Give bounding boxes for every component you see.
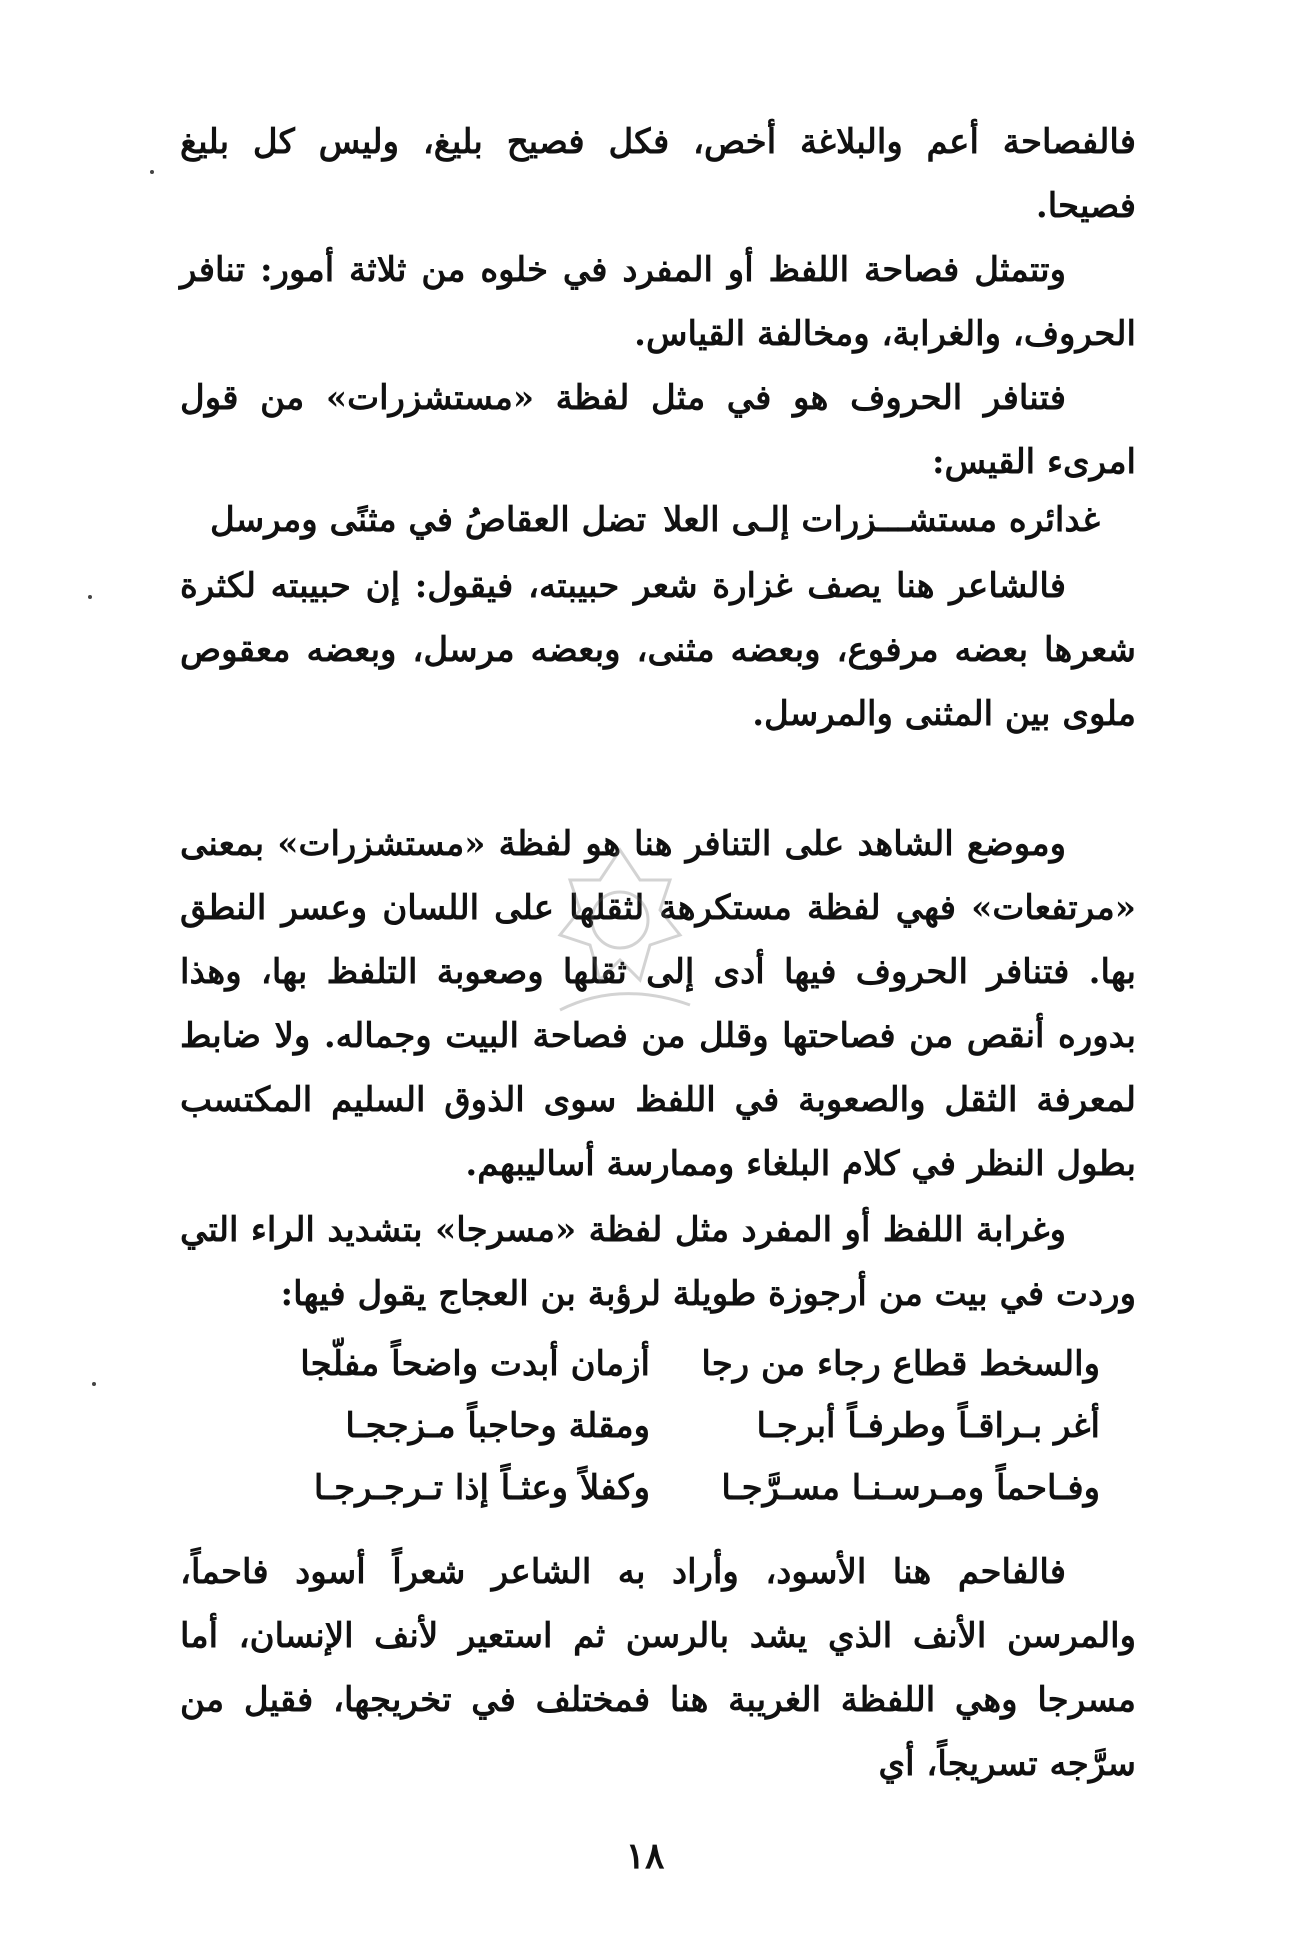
paragraph-6: وغرابة اللفظ أو المفرد مثل لفظة «مسرجا» بتشديد الراء التي وردت في بيت من أرجوزة طويلة لرؤبة بن العجاج يقول فيها:	[180, 1210, 1136, 1314]
verse-ruba-ibn-al-ajjaj	[230, 1333, 1100, 1519]
verse-line	[230, 1333, 1100, 1395]
paragraph-4: فالشاعر هنا يصف غزارة شعر حبيبته، فيقول: إن حبيبته لكثرة شعرها بعضه مرفوع، وبعضه مثنى، وبعضه مرسل، وبعضه معقوص ملوى بين المثنى والمرسل.	[180, 566, 1136, 734]
scan-speck	[92, 1382, 96, 1386]
scan-speck	[150, 170, 154, 174]
page-number: ١٨	[625, 1835, 665, 1877]
paragraph-3: فتنافر الحروف هو في مثل لفظة «مستشزرات» من قول امرىء القيس:	[180, 378, 1136, 482]
verse-imru-al-qays	[210, 490, 1100, 550]
verse-hemistich-left: أزمان أبدت واضحاً مفلّجا	[300, 1344, 650, 1384]
paragraph-2: وتتمثل فصاحة اللفظ أو المفرد في خلوه من ثلاثة أمور: تنافر الحروف، والغرابة، ومخالفة القياس.	[180, 250, 1136, 354]
paragraph-1: فالفصاحة أعم والبلاغة أخص، فكل فصيح بليغ، وليس كل بليغ فصيحا.	[180, 122, 1136, 226]
verse-line	[230, 1457, 1100, 1519]
verse-hemistich-second: تضل العقاصُ في مثنًى ومرسل	[210, 500, 647, 540]
library-stamp-watermark	[520, 840, 720, 1040]
verse-hemistich-right: أغر بـراقـاً وطرفـاً أبرجـا	[756, 1406, 1100, 1446]
scan-speck	[88, 595, 92, 599]
verse-hemistich-right: والسخط قطاع رجاء من رجا	[701, 1344, 1100, 1384]
verse-hemistich-left: ومقلة وحاجباً مـزججـا	[345, 1406, 650, 1446]
verse-hemistich-right: وفـاحماً ومـرسـنـا مسـرَّجـا	[721, 1468, 1100, 1508]
verse-hemistich-left: وكفلاً وعثـاً إذا تـرجـرجـا	[313, 1468, 650, 1508]
paragraph-5: وموضع الشاهد على التنافر هنا هو لفظة «مستشزرات» بمعنى «مرتفعات» فهي لفظة مستكرهة لثقلها على اللسان وعسر النطق بها. فتنافر الحروف فيها أدى إلى ثقلها وصعوبة التلفظ بها، وهذا بدوره أنقص من فصاحتها وقلل من فصاحة البيت وجماله. ولا ضابط لمعرفة الثقل والصعوبة في اللفظ سوى الذوق السليم المكتسب بطول النظر في كلام البلغاء وممارسة أساليبهم.	[180, 824, 1136, 1184]
verse-hemistich-first: غدائره مستشـــزرات إلـى العلا	[663, 500, 1100, 540]
verse-line	[230, 1395, 1100, 1457]
paragraph-7: فالفاحم هنا الأسود، وأراد به الشاعر شعراً أسود فاحماً، والمرسن الأنف الذي يشد بالرسن ثم استعير لأنف الإنسان، أما مسرجا وهي اللفظة الغريبة هنا فمختلف في تخريجها، فقيل من سرَّجه تسريجاً، أي	[180, 1552, 1136, 1784]
